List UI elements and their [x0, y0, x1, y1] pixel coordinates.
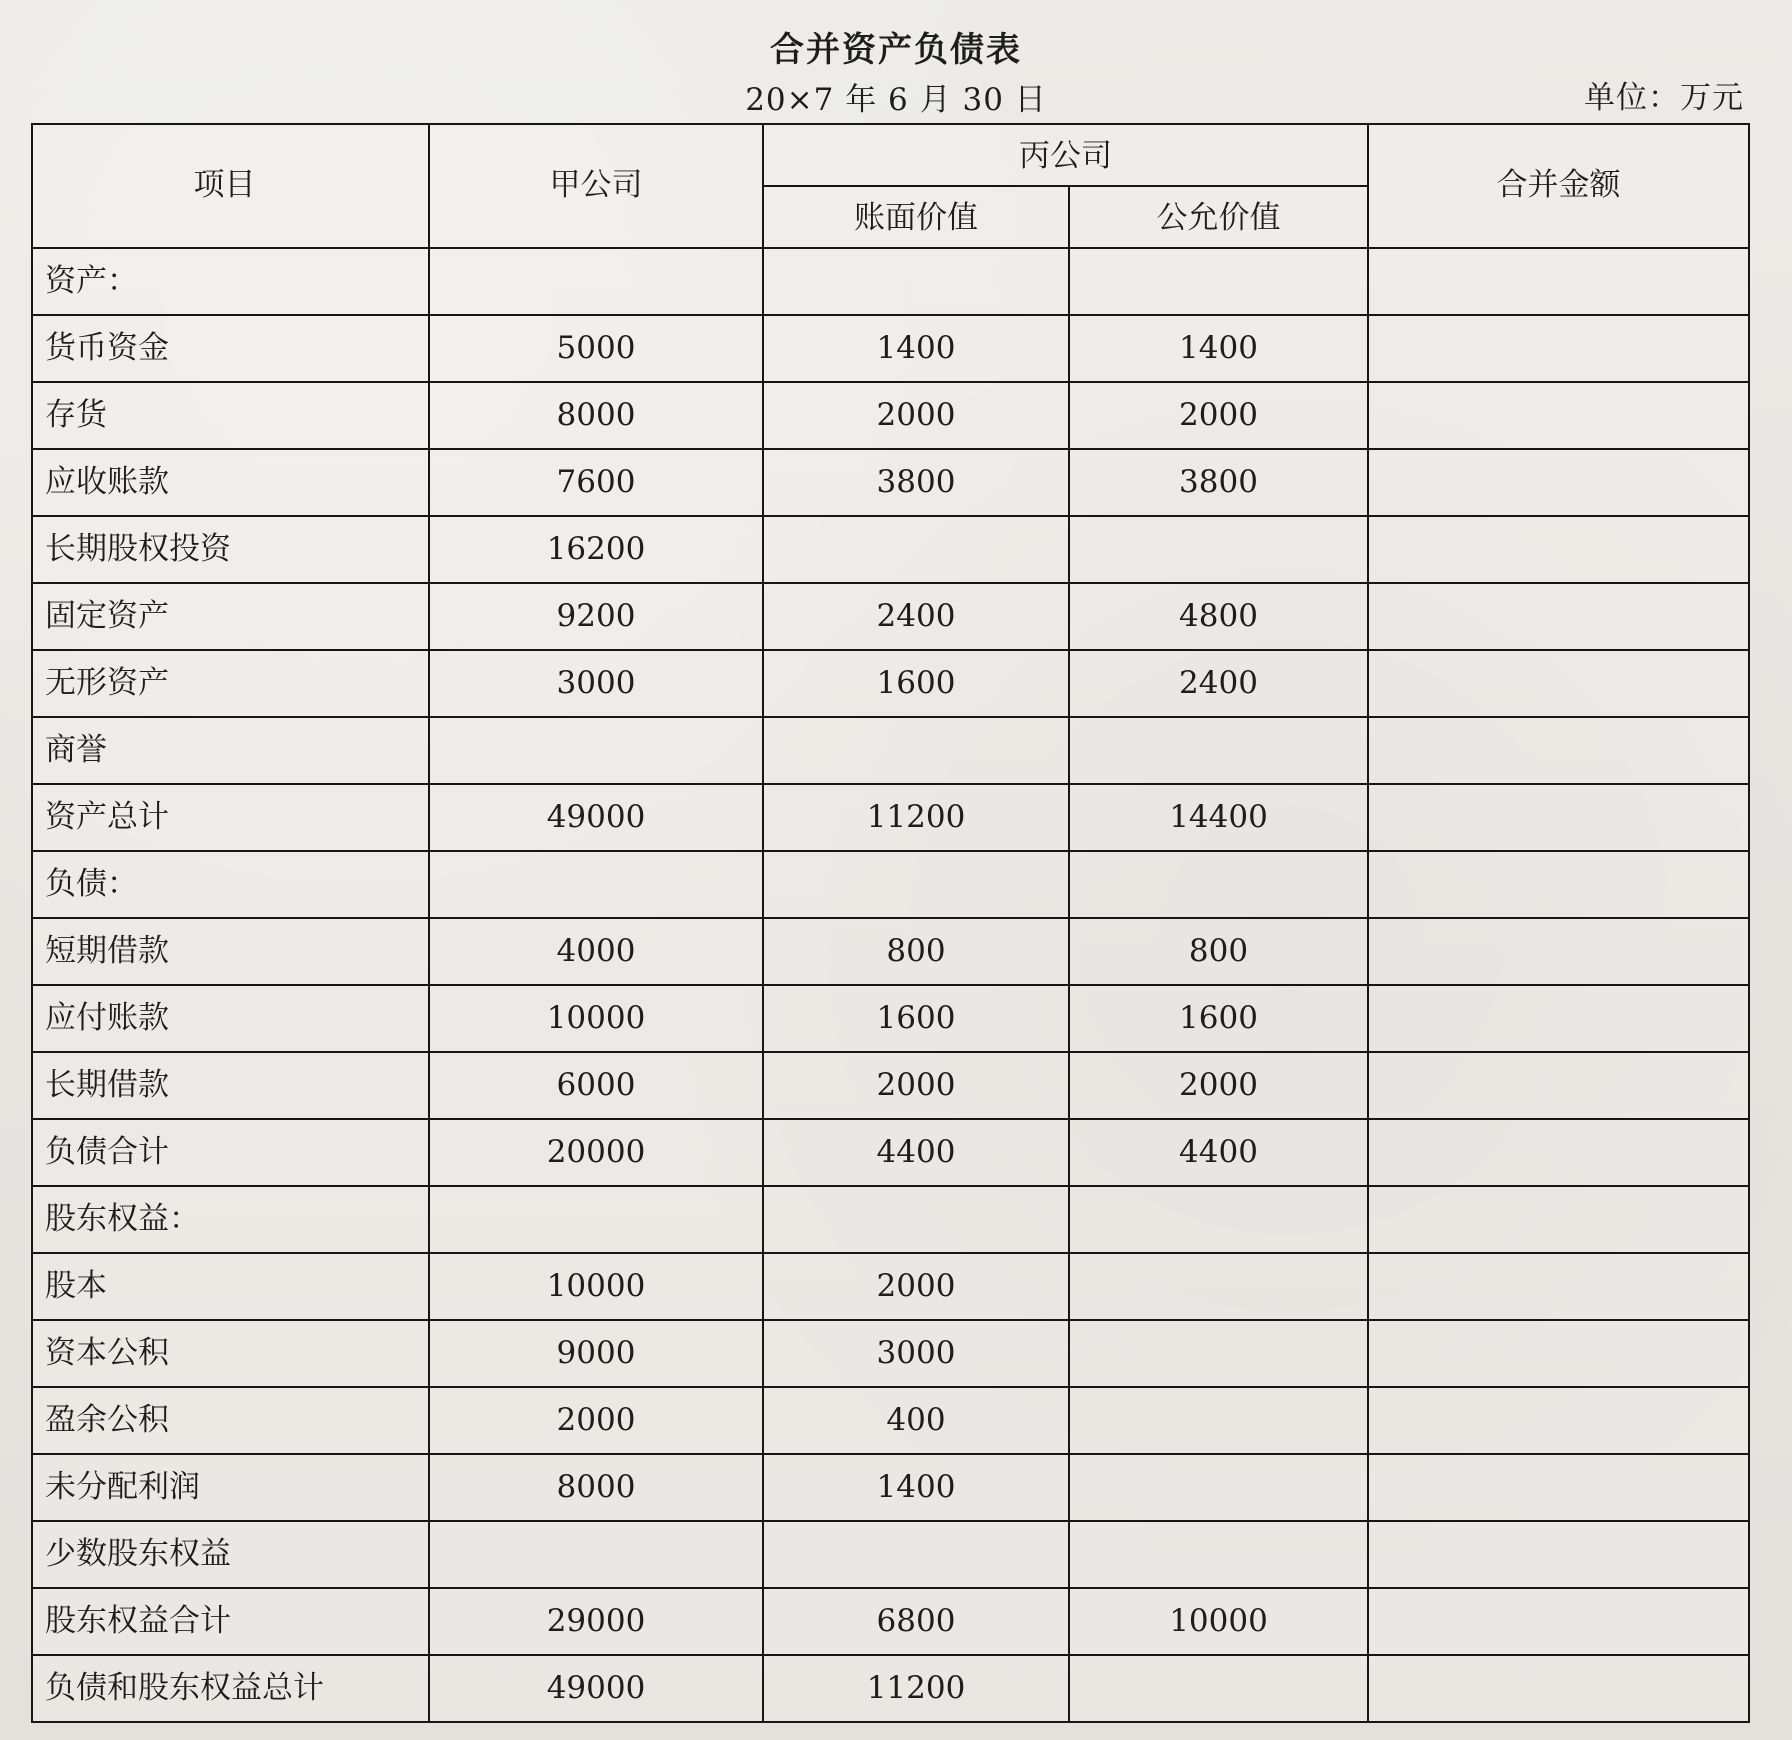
table-row — [32, 1454, 1749, 1521]
table-cell-merged — [1368, 784, 1749, 851]
table-cell-jia: 49000 — [429, 784, 763, 851]
table-cell-bing-fair: 2000 — [1069, 382, 1368, 449]
table-row — [32, 1521, 1749, 1588]
table-cell-bing-book: 11200 — [763, 1655, 1069, 1722]
table-row — [32, 1052, 1749, 1119]
table-cell-item: 存货 — [32, 382, 429, 449]
table-cell-item: 资产： — [32, 248, 429, 315]
table-cell-jia: 8000 — [429, 382, 763, 449]
table-cell-merged — [1368, 1186, 1749, 1253]
page-title: 合并资产负债表 — [770, 30, 1022, 70]
table-cell-jia: 10000 — [429, 985, 763, 1052]
table-cell-bing-book: 6800 — [763, 1588, 1069, 1655]
table-row — [32, 985, 1749, 1052]
table-cell-bing-fair: 14400 — [1069, 784, 1368, 851]
table-cell-bing-fair — [1069, 1454, 1368, 1521]
table-cell-bing-book: 2000 — [763, 382, 1069, 449]
table-cell-merged — [1368, 918, 1749, 985]
table-cell-bing-fair — [1069, 1253, 1368, 1320]
table-cell-bing-book — [763, 1521, 1069, 1588]
table-cell-jia: 20000 — [429, 1119, 763, 1186]
table-cell-jia: 3000 — [429, 650, 763, 717]
table-cell-bing-book: 1600 — [763, 650, 1069, 717]
table-cell-jia — [429, 1521, 763, 1588]
table-cell-item: 货币资金 — [32, 315, 429, 382]
table-cell-merged — [1368, 1119, 1749, 1186]
table-cell-item: 资本公积 — [32, 1320, 429, 1387]
balance-sheet-body — [32, 248, 1749, 1722]
table-cell-bing-book: 800 — [763, 918, 1069, 985]
table-cell-jia: 6000 — [429, 1052, 763, 1119]
column-header-bing-fair-label: 公允价值 — [1156, 199, 1281, 236]
page-subtitle: 20×7 年 6 月 30 日 — [745, 82, 1047, 118]
table-cell-bing-fair: 3800 — [1069, 449, 1368, 516]
table-cell-jia: 7600 — [429, 449, 763, 516]
table-cell-merged — [1368, 1588, 1749, 1655]
column-header-item — [32, 124, 429, 248]
column-header-merged-label: 合并金额 — [1496, 166, 1621, 203]
table-cell-bing-book — [763, 1186, 1069, 1253]
table-cell-item: 长期借款 — [32, 1052, 429, 1119]
table-cell-bing-book: 400 — [763, 1387, 1069, 1454]
table-cell-jia — [429, 1186, 763, 1253]
table-cell-jia: 9000 — [429, 1320, 763, 1387]
table-cell-bing-fair — [1069, 851, 1368, 918]
table-cell-jia: 16200 — [429, 516, 763, 583]
table-cell-item: 未分配利润 — [32, 1454, 429, 1521]
table-row — [32, 717, 1749, 784]
table-cell-item: 无形资产 — [32, 650, 429, 717]
table-cell-bing-book: 2000 — [763, 1253, 1069, 1320]
table-cell-bing-book — [763, 851, 1069, 918]
table-row — [32, 315, 1749, 382]
table-cell-bing-book: 3800 — [763, 449, 1069, 516]
table-cell-jia: 49000 — [429, 1655, 763, 1722]
table-cell-item: 负债合计 — [32, 1119, 429, 1186]
table-row — [32, 851, 1749, 918]
table-cell-bing-fair — [1069, 1186, 1368, 1253]
table-cell-item: 股本 — [32, 1253, 429, 1320]
table-cell-item: 少数股东权益 — [32, 1521, 429, 1588]
table-cell-item: 商誉 — [32, 717, 429, 784]
table-cell-jia — [429, 717, 763, 784]
table-cell-item: 负债： — [32, 851, 429, 918]
table-cell-merged — [1368, 1655, 1749, 1722]
table-cell-jia: 4000 — [429, 918, 763, 985]
table-cell-merged — [1368, 1387, 1749, 1454]
table-cell-jia: 5000 — [429, 315, 763, 382]
table-cell-merged — [1368, 516, 1749, 583]
table-cell-bing-book: 2400 — [763, 583, 1069, 650]
column-header-merged — [1368, 124, 1749, 248]
table-row — [32, 382, 1749, 449]
column-header-bing-book — [763, 186, 1069, 248]
table-cell-bing-fair — [1069, 1521, 1368, 1588]
table-cell-item: 资产总计 — [32, 784, 429, 851]
table-cell-bing-fair: 4800 — [1069, 583, 1368, 650]
table-cell-item: 盈余公积 — [32, 1387, 429, 1454]
table-cell-bing-book — [763, 516, 1069, 583]
table-cell-merged — [1368, 583, 1749, 650]
table-row — [32, 516, 1749, 583]
table-row — [32, 1387, 1749, 1454]
table-cell-item: 股东权益合计 — [32, 1588, 429, 1655]
table-cell-bing-book — [763, 717, 1069, 784]
unit-label: 单位：万元 — [1584, 80, 1744, 116]
table-row — [32, 449, 1749, 516]
table-cell-bing-fair — [1069, 1655, 1368, 1722]
table-cell-bing-fair — [1069, 1387, 1368, 1454]
table-cell-merged — [1368, 315, 1749, 382]
balance-sheet-table — [31, 123, 1750, 1723]
table-cell-bing-book: 1400 — [763, 1454, 1069, 1521]
table-cell-item: 长期股权投资 — [32, 516, 429, 583]
table-cell-jia: 10000 — [429, 1253, 763, 1320]
table-cell-merged — [1368, 1320, 1749, 1387]
table-cell-merged — [1368, 851, 1749, 918]
table-cell-merged — [1368, 1052, 1749, 1119]
table-cell-bing-fair: 1400 — [1069, 315, 1368, 382]
table-cell-merged — [1368, 382, 1749, 449]
table-cell-merged — [1368, 1521, 1749, 1588]
column-header-bing — [763, 124, 1368, 186]
table-cell-bing-book: 4400 — [763, 1119, 1069, 1186]
table-cell-jia — [429, 248, 763, 315]
table-cell-jia: 9200 — [429, 583, 763, 650]
table-row — [32, 1588, 1749, 1655]
column-header-bing-book-label: 账面价值 — [854, 199, 978, 236]
table-cell-merged — [1368, 717, 1749, 784]
table-cell-bing-fair — [1069, 516, 1368, 583]
table-row — [32, 1655, 1749, 1722]
table-cell-bing-fair: 10000 — [1069, 1588, 1368, 1655]
table-cell-merged — [1368, 985, 1749, 1052]
column-header-bing-label: 丙公司 — [1019, 137, 1112, 174]
table-cell-merged — [1368, 650, 1749, 717]
table-cell-item: 固定资产 — [32, 583, 429, 650]
column-header-jia — [429, 124, 763, 248]
table-cell-merged — [1368, 1253, 1749, 1320]
table-cell-bing-book: 3000 — [763, 1320, 1069, 1387]
table-row — [32, 1320, 1749, 1387]
table-cell-bing-fair: 800 — [1069, 918, 1368, 985]
table-cell-bing-fair: 1600 — [1069, 985, 1368, 1052]
table-cell-merged — [1368, 248, 1749, 315]
table-cell-merged — [1368, 449, 1749, 516]
table-cell-bing-book: 2000 — [763, 1052, 1069, 1119]
table-cell-item: 应付账款 — [32, 985, 429, 1052]
table-cell-item: 股东权益： — [32, 1186, 429, 1253]
table-cell-jia: 29000 — [429, 1588, 763, 1655]
table-cell-bing-fair — [1069, 248, 1368, 315]
table-row — [32, 1253, 1749, 1320]
table-cell-bing-fair: 2000 — [1069, 1052, 1368, 1119]
table-row — [32, 784, 1749, 851]
table-row — [32, 583, 1749, 650]
column-header-item-label: 项目 — [193, 166, 256, 203]
table-cell-item: 负债和股东权益总计 — [32, 1655, 429, 1722]
table-cell-bing-fair: 2400 — [1069, 650, 1368, 717]
table-cell-item: 短期借款 — [32, 918, 429, 985]
table-cell-bing-fair — [1069, 717, 1368, 784]
table-cell-jia — [429, 851, 763, 918]
table-cell-jia: 8000 — [429, 1454, 763, 1521]
table-cell-merged — [1368, 1454, 1749, 1521]
table-row — [32, 650, 1749, 717]
table-cell-bing-fair — [1069, 1320, 1368, 1387]
column-header-bing-fair — [1069, 186, 1368, 248]
column-header-jia-label: 甲公司 — [549, 166, 643, 203]
table-cell-bing-book: 11200 — [763, 784, 1069, 851]
table-cell-bing-book — [763, 248, 1069, 315]
table-cell-bing-book: 1400 — [763, 315, 1069, 382]
table-cell-item: 应收账款 — [32, 449, 429, 516]
table-cell-bing-fair: 4400 — [1069, 1119, 1368, 1186]
table-row — [32, 1186, 1749, 1253]
table-row — [32, 918, 1749, 985]
table-cell-jia: 2000 — [429, 1387, 763, 1454]
table-row — [32, 1119, 1749, 1186]
table-row — [32, 248, 1749, 315]
table-cell-bing-book: 1600 — [763, 985, 1069, 1052]
